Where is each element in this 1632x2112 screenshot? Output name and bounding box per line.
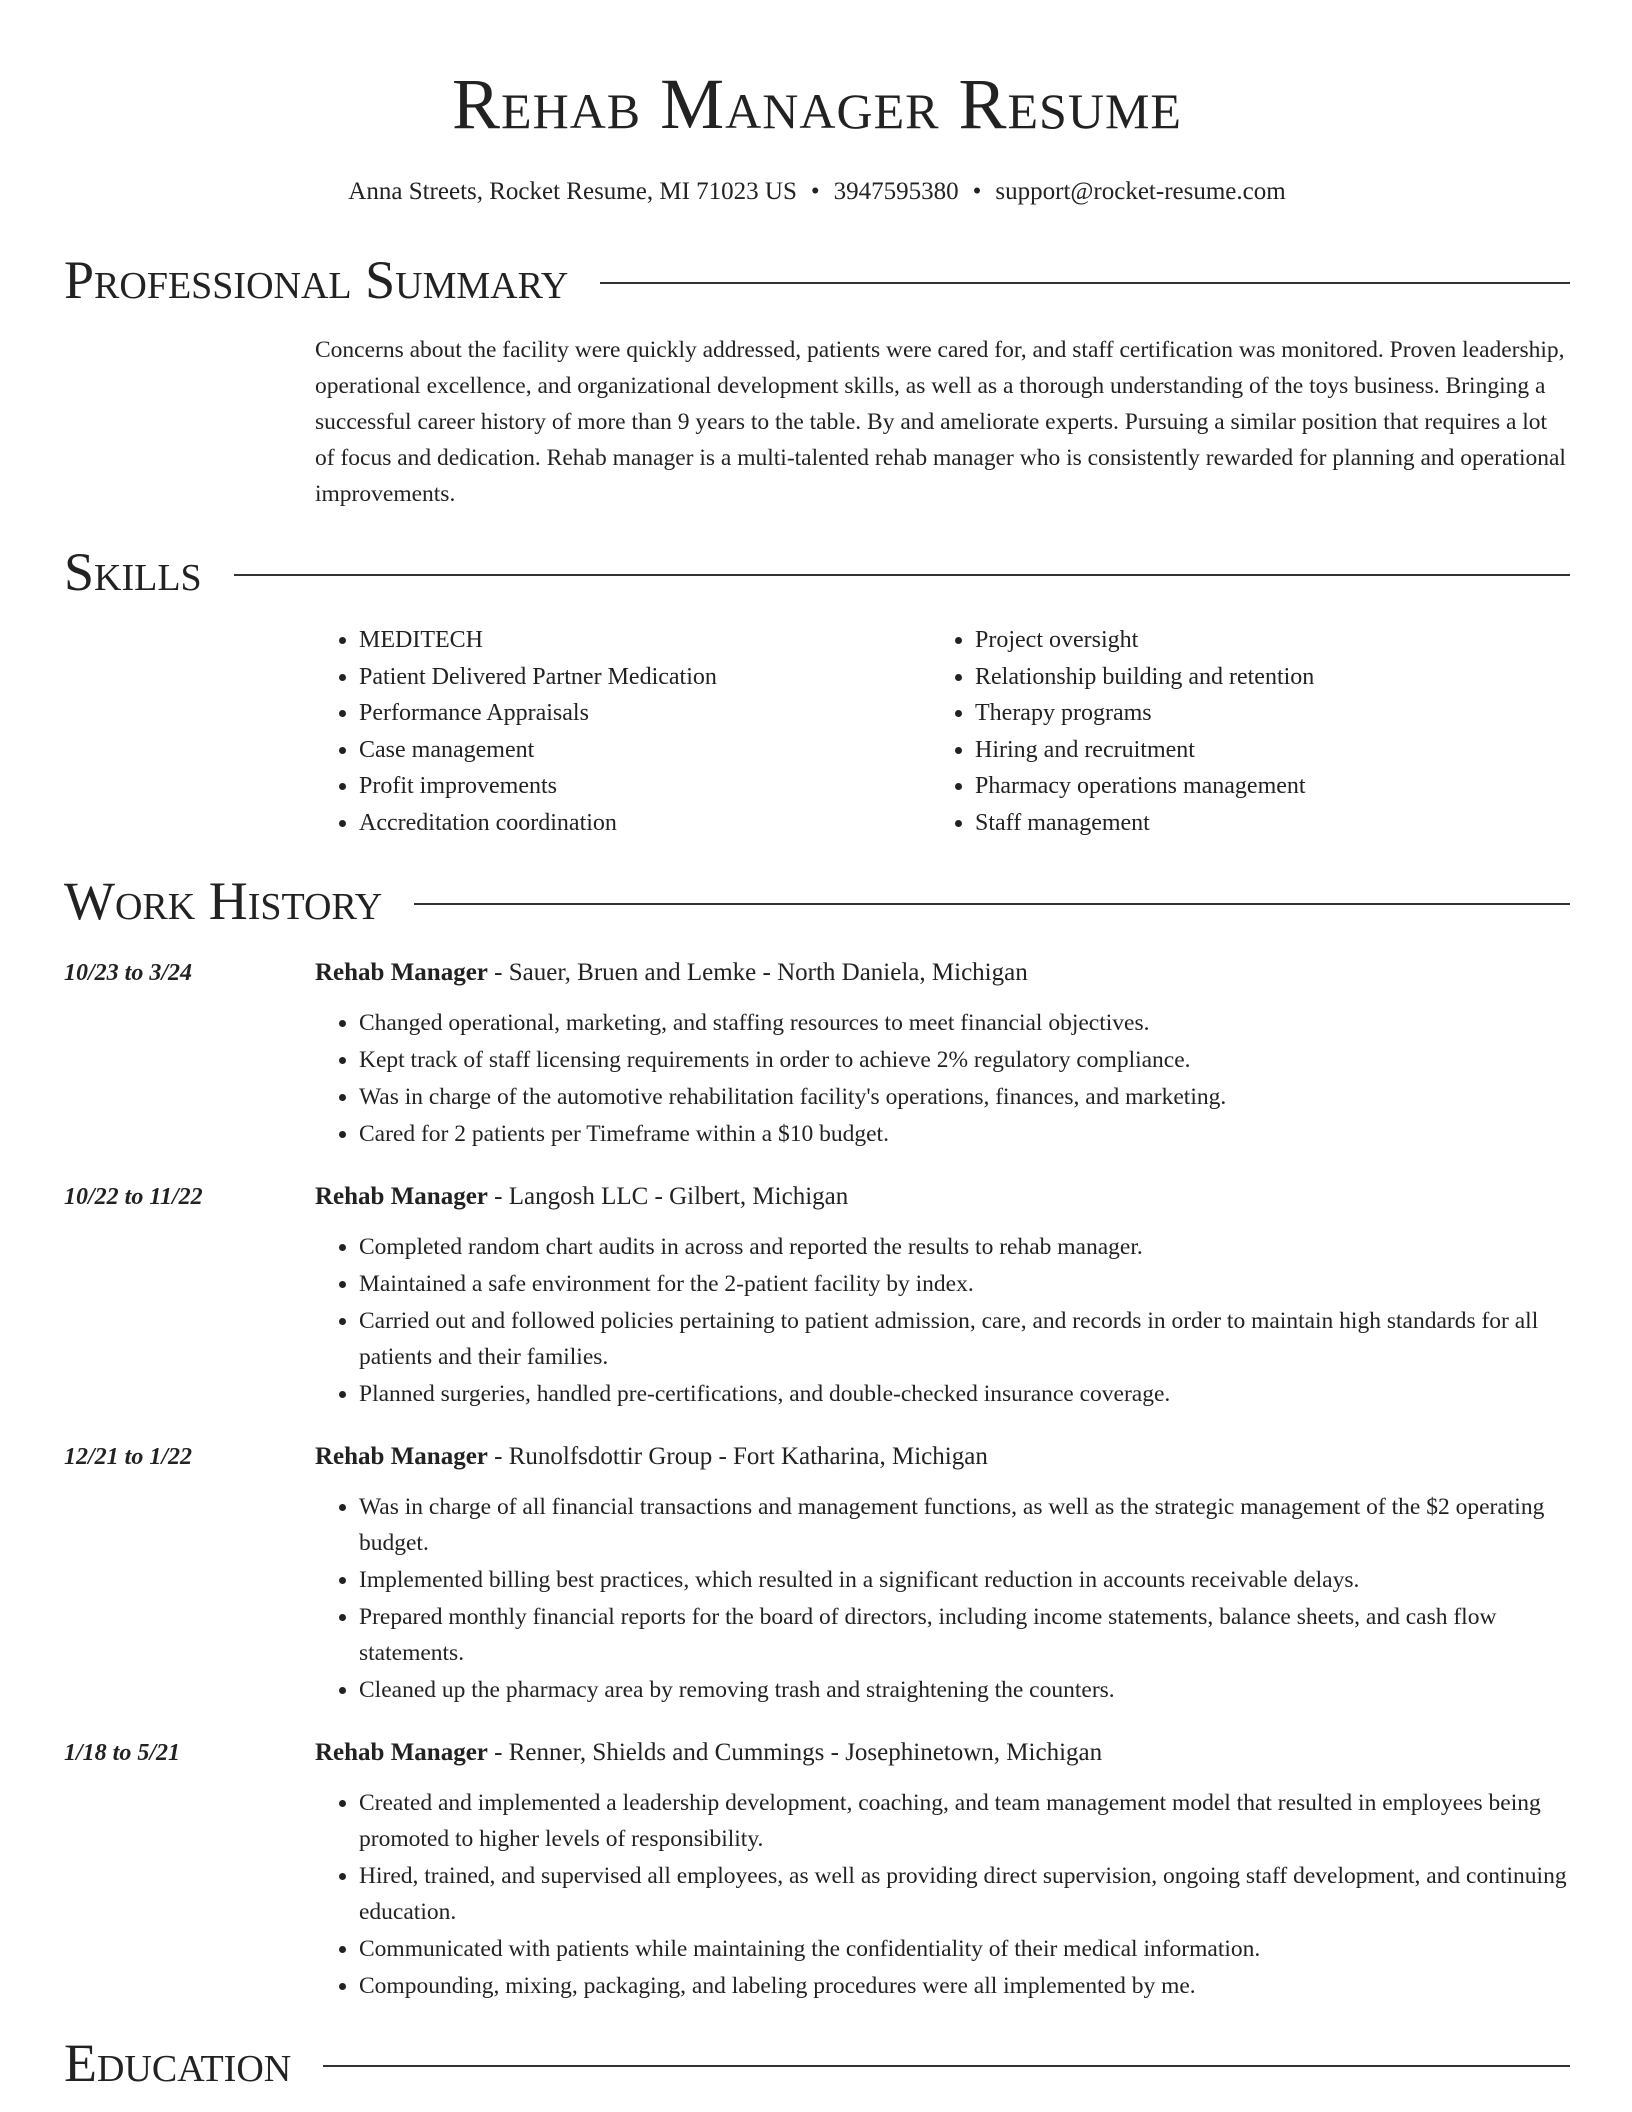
- contact-separator: •: [810, 178, 820, 205]
- skill-item: • Project oversight: [975, 622, 1314, 659]
- job-bullet: • Was in charge of the automotive rehabilitation facility's operations, finances, and marketing.: [359, 1079, 1570, 1115]
- skills-list: [315, 622, 1570, 841]
- job-role: Rehab Manager: [315, 1443, 488, 1470]
- skill-item: • MEDITECH: [359, 622, 931, 659]
- skills-column-left: [315, 622, 931, 841]
- job-entry: [64, 1735, 1570, 2005]
- job-bullet: • Completed random chart audits in across and reported the results to rehab manager.: [359, 1229, 1570, 1265]
- job-bullet: • Prepared monthly financial reports for the board of directors, including income statements, balance sheets, and cash flow statements.: [359, 1599, 1570, 1671]
- resume-page: [64, 0, 1570, 2095]
- skill-item: • Profit improvements: [359, 768, 931, 805]
- job-employer: - Runolfsdottir Group - Fort Katharina, Michigan: [487, 1443, 988, 1470]
- job-bullet: • Communicated with patients while maintaining the confidentiality of their medical information.: [359, 1931, 1570, 1967]
- skill-item: • Case management: [359, 732, 931, 769]
- job-dates: 1/18 to 5/21: [64, 1740, 181, 1766]
- job-entry: [64, 955, 1570, 1153]
- skills-section-header: [64, 540, 1570, 604]
- skill-item: • Hiring and recruitment: [975, 732, 1314, 769]
- job-body: [315, 1439, 1570, 1709]
- job-bullets: [315, 1229, 1570, 1412]
- contact-email[interactable]: support@rocket-resume.com: [995, 178, 1286, 205]
- job-body: [315, 1735, 1570, 2005]
- education-section-header: [64, 2031, 1570, 2095]
- contact-phone: 3947595380: [833, 178, 959, 205]
- contact-address: Anna Streets, Rocket Resume, MI 71023 US: [348, 178, 797, 205]
- job-title: [315, 955, 1570, 991]
- contact-line: [64, 174, 1570, 210]
- job-bullet: • Planned surgeries, handled pre-certifications, and double-checked insurance coverage.: [359, 1376, 1570, 1412]
- work-section-header: [64, 869, 1570, 933]
- job-role: Rehab Manager: [315, 1739, 488, 1766]
- job-bullet: • Was in charge of all financial transactions and management functions, as well as the strategic management of the $2 operating budget.: [359, 1489, 1570, 1561]
- job-employer: - Langosh LLC - Gilbert, Michigan: [487, 1183, 849, 1210]
- skill-item: • Staff management: [975, 805, 1314, 842]
- summary-section-header: [64, 248, 1570, 312]
- job-title: [315, 1735, 1570, 1771]
- section-divider: [234, 574, 1570, 576]
- job-role: Rehab Manager: [315, 1183, 488, 1210]
- job-dates: 10/22 to 11/22: [64, 1184, 203, 1210]
- skill-item: • Patient Delivered Partner Medication: [359, 659, 931, 696]
- job-bullet: • Hired, trained, and supervised all employees, as well as providing direct supervision, ongoing staff development, and continuing education.: [359, 1858, 1570, 1930]
- skill-item: • Therapy programs: [975, 695, 1314, 732]
- skills-heading: Skills: [64, 542, 202, 602]
- work-heading: Work History: [64, 871, 383, 931]
- job-body: [315, 955, 1570, 1153]
- skill-item: • Relationship building and retention: [975, 659, 1314, 696]
- job-role: Rehab Manager: [315, 959, 488, 986]
- resume-title: Rehab Manager Resume: [452, 64, 1182, 144]
- summary-heading: Professional Summary: [64, 250, 569, 310]
- job-bullets: [315, 1785, 1570, 2004]
- job-dates: 12/21 to 1/22: [64, 1444, 193, 1470]
- job-bullet: • Cared for 2 patients per Timeframe within a $10 budget.: [359, 1116, 1570, 1152]
- job-title: [315, 1439, 1570, 1475]
- job-bullet: • Carried out and followed policies pertaining to patient admission, care, and records in order to maintain high standards for all patients and their families.: [359, 1303, 1570, 1375]
- summary-text: Concerns about the facility were quickly addressed, patients were cared for, and staff certification was monitored. Proven leadership, operational excellence, and organizational development skills, as well as a thorough understanding of the toys business. Bringing a successful career history of more than 9 years to the table. By and ameliorate experts. Pursuing a similar position that requires a lot of focus and dedication. Rehab manager is a multi-talented rehab manager who is consistently rewarded for planning and operational improvements.: [315, 337, 1566, 507]
- skill-item: • Pharmacy operations management: [975, 768, 1314, 805]
- section-divider: [323, 2065, 1570, 2067]
- skill-item: • Performance Appraisals: [359, 695, 931, 732]
- job-bullet: • Changed operational, marketing, and staffing resources to meet financial objectives.: [359, 1005, 1570, 1041]
- job-bullet: • Compounding, mixing, packaging, and labeling procedures were all implemented by me.: [359, 1968, 1570, 2004]
- job-bullet: • Created and implemented a leadership development, coaching, and team management model that resulted in employees being promoted to higher levels of responsibility.: [359, 1785, 1570, 1857]
- job-entry: [64, 1179, 1570, 1413]
- education-heading: Education: [64, 2033, 292, 2093]
- job-bullets: [315, 1005, 1570, 1152]
- section-divider: [414, 903, 1570, 905]
- job-bullet: • Implemented billing best practices, which resulted in a significant reduction in accounts receivable delays.: [359, 1562, 1570, 1598]
- skills-column-right: [931, 622, 1314, 841]
- job-title: [315, 1179, 1570, 1215]
- job-employer: - Sauer, Bruen and Lemke - North Daniela, Michigan: [487, 959, 1028, 986]
- skill-item: • Accreditation coordination: [359, 805, 931, 842]
- contact-separator: •: [972, 178, 982, 205]
- job-bullet: • Maintained a safe environment for the 2-patient facility by index.: [359, 1266, 1570, 1302]
- job-bullets: [315, 1489, 1570, 1708]
- job-employer: - Renner, Shields and Cummings - Josephinetown, Michigan: [487, 1739, 1103, 1766]
- job-entry: [64, 1439, 1570, 1709]
- job-body: [315, 1179, 1570, 1413]
- job-dates: 10/23 to 3/24: [64, 960, 193, 986]
- job-bullet: • Kept track of staff licensing requirements in order to achieve 2% regulatory compliance.: [359, 1042, 1570, 1078]
- job-bullet: • Cleaned up the pharmacy area by removing trash and straightening the counters.: [359, 1672, 1570, 1708]
- section-divider: [600, 282, 1570, 284]
